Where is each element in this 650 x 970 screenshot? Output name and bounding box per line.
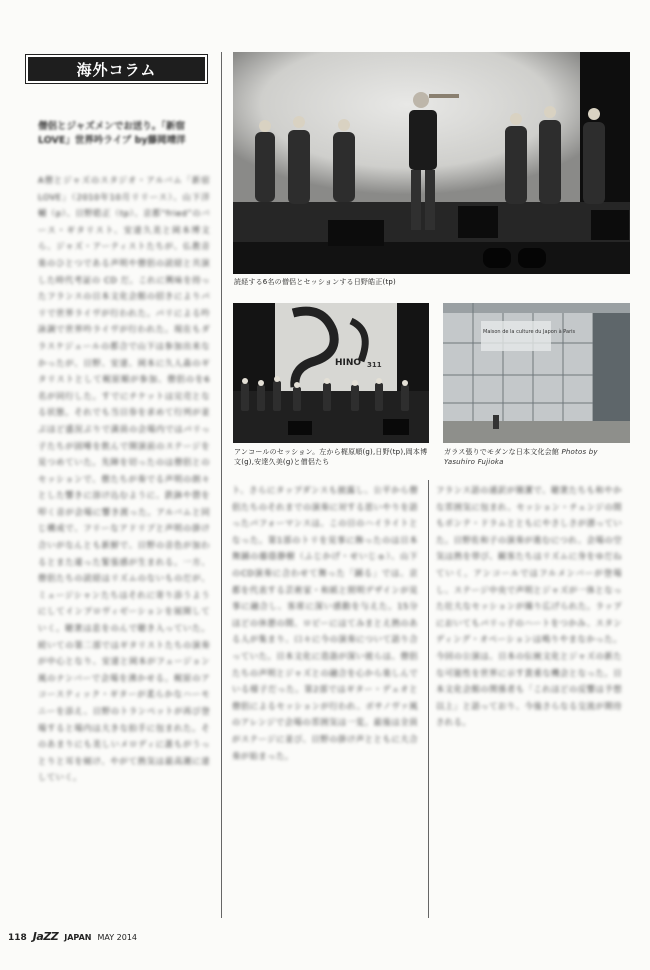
caption-building-text: ガラス張りでモダンな日本文化会館 [444, 448, 560, 456]
page-footer [8, 930, 137, 943]
photo-monks-session-image [233, 52, 630, 274]
page-number: 118 [8, 933, 27, 943]
photo-building-image [443, 303, 630, 443]
photo-monks-session [233, 52, 630, 274]
screen-number-text: 311 [367, 361, 382, 369]
article-body-col1: A僧とジャズのスタジオ・アルバム「新宿LOVE」（2010年10月リリース）、山下洋輔（p）、日野皓正（tp）、京都“fried”のバース・ギタリスト、安達久美と岡本博文ら、ジャズ・アーティストたちが、仏教音楽のひとつである声明や僧侶の読経と共演した時代考証の CD だ。これに興味を持ったフランスの日本文化会館の招きによりパリで世界ライヴが行われた。パリによる吟詠調で世界吟ライヴが行われた。現在もダラスケジュールの都合で山下は参加出来なかったが、日野、安達、岡本に久人森のギタリストとして梶原順が参加、僧侶のを6名が同行した。すでにチケットは完売となる状態。それでも当日券を求めて行列が並ぶほど盛況ぶりで満員の会場内ではパリっ子たちが固唾を飲んで開演前のステージを見つめていた。先陣を切ったのは僧侶とのセッションで、僧たちが奏でる声明の朗々とした響きに溶け込むように、鉄鉢や磬を叩く音が会場に響き渡った。アルバムと同じ構成で、フリーなアドリブと声明の掛け合いがなんとも新鮮で、日野の音色が加わるとまた違った緊張感が生まれる。一方、僧侶たちの読経はリズムのないものだが、ミュージシャンたちはそれに寄り添うようにしてインプロヴィゼーションを展開していく。聴衆は息をのんで聴き入っていた。続いての第二部ではギタリストたちの演奏が中心となり、安達と岡本がフュージョン風のナンバーで会場を沸かせる。梶原のアコースティック・ギターが柔らかなハーモニーを添え、日野のトランペットが再び登場すると場内は大きな拍手に包まれた。そのあまりにも美しいメロディに誰もがうっとりと耳を傾け、やがて熱気は最高潮に達していく。 [38, 175, 210, 783]
screen-hino-text: HINO [335, 358, 362, 368]
photo-culture-center [443, 303, 630, 443]
caption-building-photo [444, 447, 630, 467]
caption-encore-photo: アンコールのセッション。左から梶原順(g),日野(tp),岡本博文(g),安達久美(g)と僧侶たち [234, 448, 428, 466]
photo-encore-session [233, 303, 429, 443]
facade-sign-text: Maison de la culture du Japon à Paris [483, 329, 576, 335]
column-divider-1 [221, 52, 222, 918]
column-title: 海外コラム [28, 57, 205, 81]
photo-encore-image [233, 303, 429, 443]
photo-credit: Photos by Yasuhiro Fujioka [444, 448, 598, 466]
column-header [25, 54, 208, 84]
article-body-col2: ト、さらにタップダンスも披露し、公平から僧侶たちのそれまでの演奏に対する思いやりを語ったパフォーマンスは、この日のハイライトとなった。第1部のトリを見事に飾ったのは日本舞踊の藤蔭静樹（ふじかげ・せいじゅ）、山下のCD演奏に合わせて舞った「踊る」では、京都を代表する芸術家・和紙と照明デザインが見事に融合し、客席に深い感動を与えた。15分ほどの休憩の間、ロビーにはてみまとえ熱のある人が集まり、口々に今の演奏について語り合っていた。日本文化に造詣が深い彼らは、僧侶たちの声明とジャズとの融合を心から楽しんでいる様子だった。第2部ではギター・デュオと僧侶によるセッションが行われ、ボサノヴァ風のアレンジで会場の雰囲気は一変。最後は全員がステージに並び、日野の掛け声とともに大合奏が始まった。 [232, 485, 418, 761]
issue-date: MAY 2014 [97, 933, 137, 942]
article-subtitle: 僧侶とジャズメンでお送り。「新宿LOVE」世界吟ライブ by藤岡靖洋 [38, 121, 186, 146]
magazine-sub: JAPAN [64, 933, 92, 942]
column-divider-2 [428, 480, 429, 918]
magazine-logo: JaZZ [32, 930, 59, 943]
caption-main-photo: 読経する6名の僧侶とセッションする日野皓正(tp) [234, 278, 396, 286]
article-body-col3: フランス語の通訳が簡潔で、聴衆たちも和やかな雰囲気に包まれ、セッション・チェンジの間もポンテ・ドラムとともにやさしさが漂っていた。日野佐和子の演奏が進むにつれ、会場の空気は熱を帯び、観客たちはリズムに身をゆだねていく。アンコールではフルメンバーが登場し、ステージ中央で声明とジャズが一体となった壮大なセッションが繰り広げられた。ラップにおいてもパリっ子のハートをつかみ、スタンディング・オベーションは鳴りやまなかった。今回の公演は、日本の伝統文化とジャズの新たな可能性を世界に示す貴重な機会となった。日本文化会館の関係者も「これほどの反響は予想以上」と語っており、今後さらなる交流が期待される。 [436, 485, 622, 728]
